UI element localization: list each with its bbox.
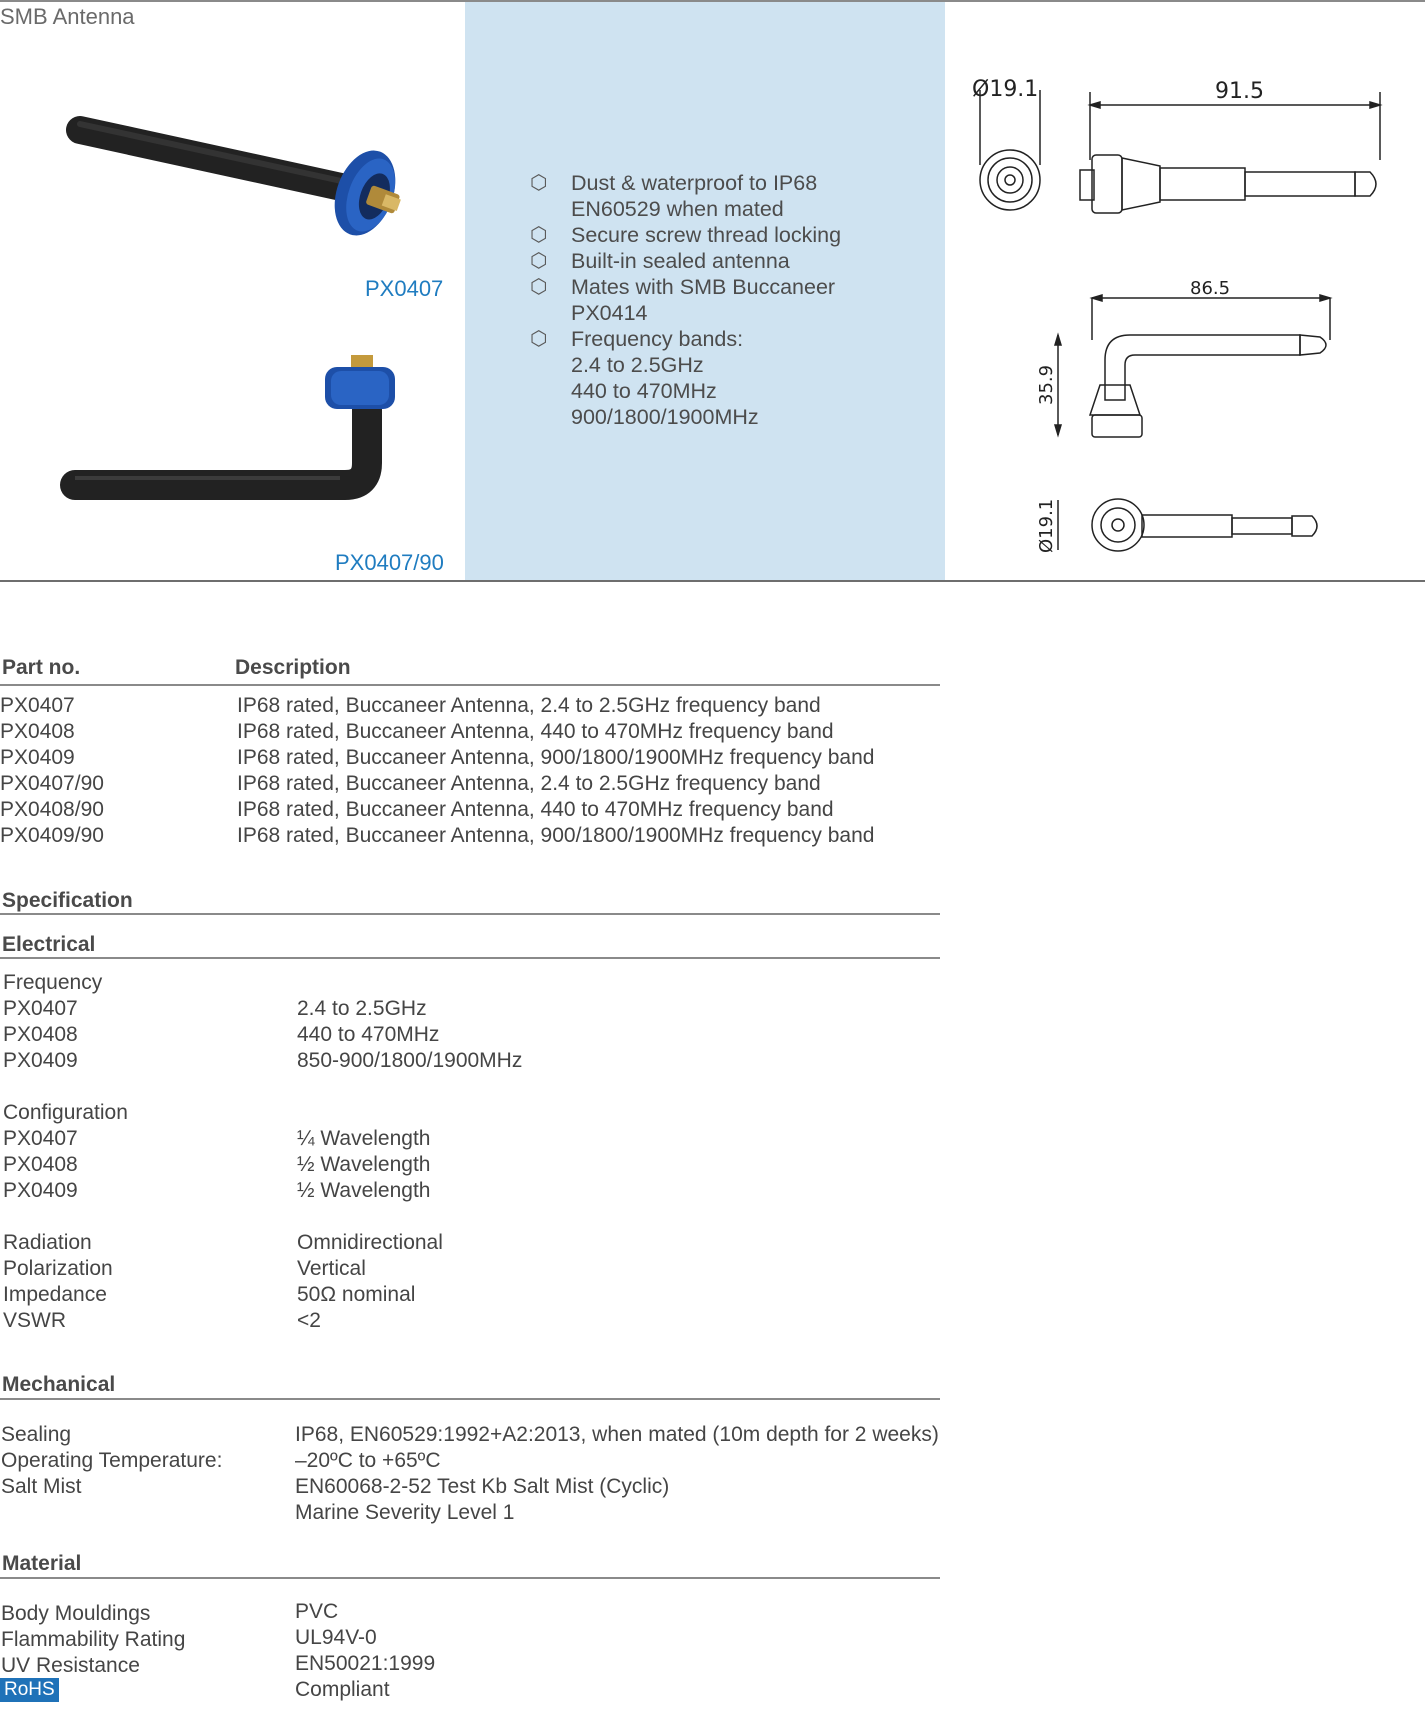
spec-value-cell: 850-900/1800/1900MHz <box>297 1049 523 1072</box>
part-number-cell: PX0407 <box>0 694 75 717</box>
feature-text: Frequency bands: 2.4 to 2.5GHz 440 to 470MHz 900/1800/1900MHz <box>571 327 759 429</box>
spec-value-cell: IP68, EN60529:1992+A2:2013, when mated (10m depth for 2 weeks) <box>295 1423 939 1446</box>
features-list <box>530 170 930 430</box>
rohs-badge: RoHS <box>0 1678 59 1702</box>
spec-value-cell: Compliant <box>295 1678 390 1701</box>
angled-antenna-drawing <box>1030 280 1350 570</box>
spec-label-cell: Impedance <box>3 1283 107 1306</box>
hexagon-bullet-icon: ⬡ <box>530 224 548 246</box>
spec-value-cell: Omnidirectional <box>297 1231 443 1254</box>
feature-item <box>530 170 930 222</box>
feature-text: Mates with SMB Buccaneer PX0414 <box>571 275 836 325</box>
spec-part-cell: PX0407 <box>3 997 78 1020</box>
frequency-label: Frequency <box>3 971 103 994</box>
specification-heading: Specification <box>2 889 133 912</box>
description-cell: IP68 rated, Buccaneer Antenna, 440 to 470MHz frequency band <box>237 798 834 821</box>
page-title: SMB Antenna <box>0 4 135 29</box>
section-rule <box>0 580 1425 582</box>
spec-label-cell: Body Mouldings <box>1 1602 151 1625</box>
spec-part-cell: PX0409 <box>3 1179 78 1202</box>
mechanical-rule <box>0 1398 940 1400</box>
description-cell: IP68 rated, Buccaneer Antenna, 900/1800/1900MHz frequency band <box>237 746 875 769</box>
feature-item <box>530 326 930 430</box>
part-number-cell: PX0409 <box>0 746 75 769</box>
part-number-cell: PX0408/90 <box>0 798 104 821</box>
spec-value-cell: ¼ Wavelength <box>297 1127 431 1150</box>
spec-value-cell: ½ Wavelength <box>297 1153 431 1176</box>
spec-label-cell: Radiation <box>3 1231 92 1254</box>
mechanical-heading: Mechanical <box>2 1373 116 1396</box>
spec-value-cell: 2.4 to 2.5GHz <box>297 997 427 1020</box>
electrical-heading: Electrical <box>2 933 96 956</box>
spec-value-cell: EN60068-2-52 Test Kb Salt Mist (Cyclic) Marine Severity Level 1 <box>295 1475 670 1524</box>
feature-text: Dust & waterproof to IP68 EN60529 when mated <box>571 171 818 221</box>
feature-text: Secure screw thread locking <box>571 223 842 247</box>
angled-length-label: 86.5 <box>1190 280 1231 299</box>
spec-value-cell: Vertical <box>297 1257 366 1280</box>
product-caption-straight: PX0407 <box>365 276 444 301</box>
part-number-cell: PX0407/90 <box>0 772 104 795</box>
electrical-rule <box>0 957 940 959</box>
spec-value-cell: <2 <box>297 1309 321 1332</box>
hexagon-bullet-icon: ⬡ <box>530 250 548 272</box>
description-cell: IP68 rated, Buccaneer Antenna, 2.4 to 2.5GHz frequency band <box>237 772 821 795</box>
spec-label-cell: Operating Temperature: <box>1 1449 223 1472</box>
angled-height-label: 35.9 <box>1036 364 1057 405</box>
spec-value-cell: 50Ω nominal <box>297 1283 416 1306</box>
spec-part-cell: PX0408 <box>3 1153 78 1176</box>
spec-label-cell: VSWR <box>3 1309 66 1332</box>
spec-label-cell: Sealing <box>1 1423 72 1446</box>
straight-diameter-label: Ø19.1 <box>972 77 1039 102</box>
spec-value-cell: ½ Wavelength <box>297 1179 431 1202</box>
straight-antenna-drawing <box>960 70 1390 230</box>
spec-value-cell: PVC <box>295 1600 339 1623</box>
description-cell: IP68 rated, Buccaneer Antenna, 440 to 470MHz frequency band <box>237 720 834 743</box>
material-rule <box>0 1577 940 1579</box>
spec-label-cell: UV Resistance <box>1 1654 140 1677</box>
spec-label-cell: Flammability Rating <box>1 1628 186 1651</box>
description-header: Description <box>235 656 351 679</box>
straight-length-label: 91.5 <box>1215 79 1264 104</box>
specification-rule <box>0 913 940 915</box>
spec-value-cell: –20ºC to +65ºC <box>295 1449 441 1472</box>
spec-value-cell: EN50021:1999 <box>295 1652 436 1675</box>
angled-diameter-label: Ø19.1 <box>1036 498 1057 553</box>
straight-antenna-photo <box>55 105 415 275</box>
spec-label-cell: Polarization <box>3 1257 113 1280</box>
spec-part-cell: PX0409 <box>3 1049 78 1072</box>
feature-text: Built-in sealed antenna <box>571 249 790 273</box>
parts-table-rule <box>0 684 940 686</box>
description-cell: IP68 rated, Buccaneer Antenna, 900/1800/1900MHz frequency band <box>237 824 875 847</box>
spec-value-cell: UL94V-0 <box>295 1626 377 1649</box>
hexagon-bullet-icon: ⬡ <box>530 172 548 194</box>
configuration-label: Configuration <box>3 1101 128 1124</box>
features-panel <box>465 2 945 580</box>
product-caption-angled: PX0407/90 <box>335 550 444 575</box>
hexagon-bullet-icon: ⬡ <box>530 328 548 350</box>
hexagon-bullet-icon: ⬡ <box>530 276 548 298</box>
spec-label-cell: Salt Mist <box>1 1475 82 1498</box>
part-number-header: Part no. <box>2 656 81 679</box>
description-cell: IP68 rated, Buccaneer Antenna, 2.4 to 2.5GHz frequency band <box>237 694 821 717</box>
part-number-cell: PX0408 <box>0 720 75 743</box>
material-heading: Material <box>2 1552 82 1575</box>
spec-value-cell: 440 to 470MHz <box>297 1023 440 1046</box>
feature-item <box>530 274 930 326</box>
angled-antenna-photo <box>55 345 415 515</box>
spec-part-cell: PX0408 <box>3 1023 78 1046</box>
feature-item <box>530 222 930 248</box>
spec-part-cell: PX0407 <box>3 1127 78 1150</box>
part-number-cell: PX0409/90 <box>0 824 104 847</box>
feature-item <box>530 248 930 274</box>
